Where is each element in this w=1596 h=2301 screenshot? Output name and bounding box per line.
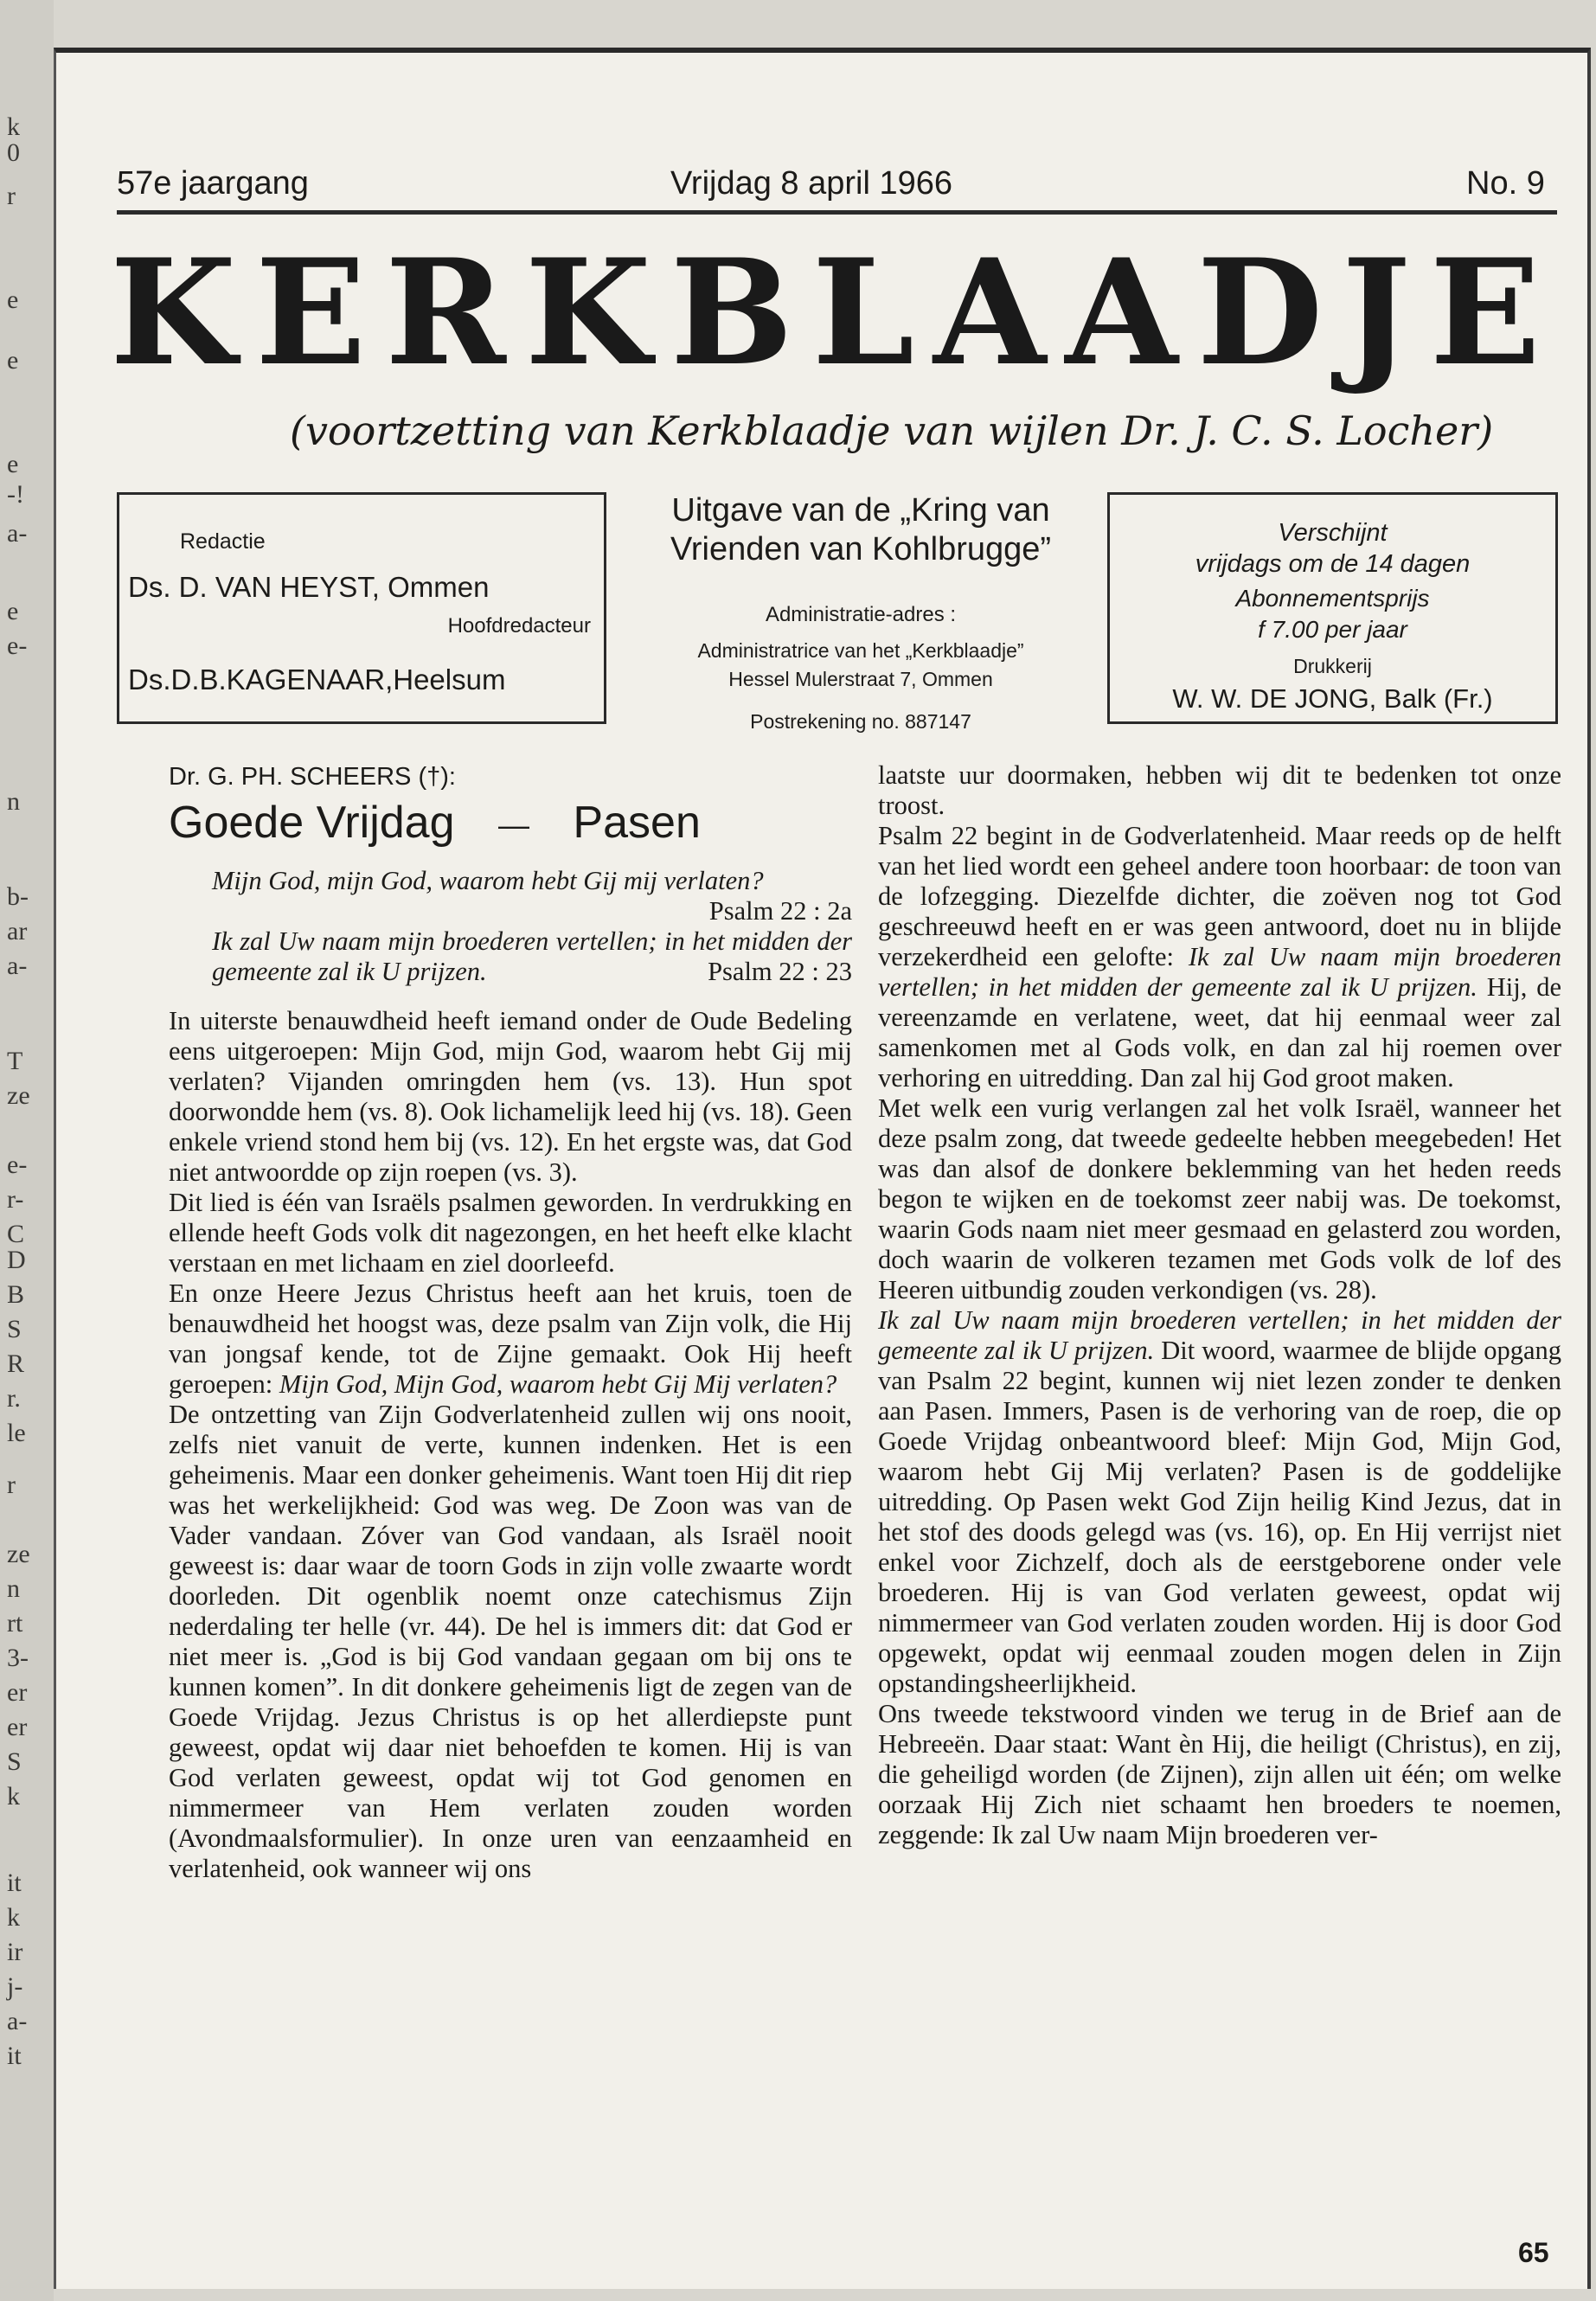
appears-label: Verschijnt	[1278, 519, 1388, 547]
margin-fragment: S	[7, 1747, 22, 1776]
margin-fragment: ir	[7, 1938, 23, 1966]
margin-fragment: e-	[7, 1150, 28, 1179]
quote-2-ref: Psalm 22 : 23	[708, 957, 852, 987]
margin-fragment: T	[7, 1047, 23, 1075]
margin-fragment: k	[7, 1782, 20, 1811]
margin-fragment: j-	[7, 1972, 23, 2001]
redactie-label: Redactie	[180, 529, 266, 554]
issue-number: No. 9	[1466, 165, 1545, 202]
margin-fragment: it	[7, 1868, 22, 1897]
margin-fragment: r	[7, 1471, 16, 1499]
title-part-2: Pasen	[573, 798, 701, 848]
margin-fragment: ar	[7, 917, 28, 945]
epigraph	[169, 866, 852, 987]
title-part-1: Goede Vrijdag	[169, 798, 455, 848]
issue-date: Vrijdag 8 april 1966	[670, 165, 953, 202]
editor-1-role: Hoofdredacteur	[447, 614, 591, 638]
newspaper-page	[54, 48, 1591, 2289]
margin-fragment: e	[7, 450, 19, 478]
margin-fragment: e	[7, 597, 19, 625]
margin-fragment: k	[7, 112, 20, 141]
margin-fragment: ze	[7, 1540, 30, 1568]
publisher-line-2: Vrienden van Kohlbrugge”	[670, 531, 1052, 567]
publisher-block	[623, 492, 1099, 739]
quote-1-text: Mijn God, mijn God, waarom hebt Gij mij verlaten?	[212, 866, 764, 896]
adjacent-page-margin	[0, 0, 54, 2301]
subscription-price: f 7.00 per jaar	[1258, 616, 1407, 643]
editor-1: Ds. D. VAN HEYST, Ommen	[128, 571, 490, 603]
margin-fragment: D	[7, 1246, 26, 1274]
margin-fragment: a-	[7, 2007, 28, 2035]
admin-label: Administratie-adres :	[765, 603, 957, 626]
appears-frequency: vrijdags om de 14 dagen	[1195, 550, 1471, 578]
margin-fragment: er	[7, 1678, 28, 1707]
margin-fragment: 0	[7, 138, 20, 167]
page-number: 65	[1518, 2237, 1549, 2268]
paragraph-quote: Ik zal Uw naam mijn broederen vertellen; in het midden der gemeente zal ik U prijzen.	[878, 1305, 1561, 1365]
paragraph	[169, 1279, 852, 1400]
paragraph-text: Psalm 22 begint in de Godverlatenheid. Maar reeds op de helft van het lied wordt een geheel andere toon hoorbaar: de toon van de lofzegging. Diezelfde dichter, die zoëven nog tot God geschreeuwd heeft en er was geen antwoord, doet nu in blijde verzekerdheid een gelofte:	[878, 821, 1561, 971]
subscription-label: Abonnementsprijs	[1235, 585, 1430, 612]
admin-line-1: Administratrice van het „Kerkblaadje”	[697, 639, 1024, 662]
margin-fragment: B	[7, 1280, 25, 1309]
masthead-title: KERKBLAADJE	[110, 227, 1560, 398]
paragraph-quote: Ik zal Uw naam mijn broederen vertellen; in het midden der gemeente zal ik U prijzen.	[878, 942, 1562, 1002]
volume: 57e jaargang	[117, 165, 309, 202]
subscription-box	[1107, 492, 1558, 724]
margin-fragment: le	[7, 1419, 26, 1447]
header-rule	[117, 210, 1557, 215]
margin-fragment: r-	[7, 1185, 24, 1214]
margin-fragment: e-	[7, 631, 28, 660]
article-column-right	[878, 760, 1561, 1850]
header-line	[117, 165, 1553, 217]
editor-2: Ds.D.B.KAGENAAR,Heelsum	[128, 663, 506, 695]
paragraph-quote: Mijn God, Mijn God, waarom hebt Gij Mij verlaten?	[279, 1369, 837, 1400]
margin-fragment: n	[7, 787, 20, 816]
publisher-line-1: Uitgave van de „Kring van	[671, 492, 1050, 529]
margin-fragment: e	[7, 285, 19, 314]
epigraph-quote-2	[212, 926, 852, 987]
quote-2-text: Ik zal Uw naam mijn broederen vertellen; in het midden der gemeente zal ik U prijzen.	[212, 926, 852, 987]
margin-fragment: a-	[7, 519, 28, 548]
margin-fragment: a-	[7, 952, 28, 980]
margin-fragment: e	[7, 346, 19, 375]
paragraph-text: Hij, de vereenzamde en verlatene, weet, dat hij eenmaal weer zal samenkomen met al Gods volk, en dan zal hij roemen over verhoring en uitredding. Dan zal hij God groot maken.	[878, 972, 1561, 1093]
margin-fragment: S	[7, 1315, 22, 1343]
postrekening: Postrekening no. 887147	[750, 710, 971, 733]
printer-label: Drukkerij	[1293, 655, 1372, 677]
margin-fragment: r	[7, 182, 16, 210]
title-dash: —	[497, 807, 529, 843]
margin-fragment: -!	[7, 480, 24, 509]
epigraph-quote-1	[212, 866, 852, 926]
paragraph	[878, 821, 1561, 1093]
printer-name: W. W. DE JONG, Balk (Fr.)	[1172, 683, 1493, 714]
masthead-subtitle: (voortzetting van Kerkblaadje van wijlen Dr. J. C. S. Locher)	[290, 407, 1494, 454]
paragraph: In uiterste benauwdheid heeft iemand onder de Oude Bedeling eens uitgeroepen: Mijn God, mijn God, waarom hebt Gij mij verlaten? Vijanden omringden hem (vs. 13). Hun spot doorwondde hem (vs. 8). Ook lichamelijk leed hij (vs. 18). Geen enkele vriend stond hem bij (vs. 12). En het ergste was, dat God niet antwoordde op zijn roepen (vs. 3).	[169, 1006, 852, 1188]
margin-fragment: rt	[7, 1609, 23, 1638]
margin-fragment: ze	[7, 1081, 30, 1110]
margin-fragment: k	[7, 1903, 20, 1932]
margin-fragment: C	[7, 1220, 25, 1248]
article-column-left	[169, 762, 852, 1884]
admin-line-2: Hessel Mulerstraat 7, Ommen	[728, 668, 993, 690]
paragraph: laatste uur doormaken, hebben wij dit te bedenken tot onze troost.	[878, 760, 1561, 820]
margin-fragment: r.	[7, 1384, 21, 1413]
paragraph: Ons tweede tekstwoord vinden we terug in de Brief aan de Hebreeën. Daar staat: Want èn Hij, die heiligt (Christus), en zij, die geheiligd worden (de Zijnen), zijn allen uit één; om welke oorzaak Hij Zich niet schaamt hen broeders te noemen, zeggende: Ik zal Uw naam Mijn broederen ver-	[878, 1699, 1561, 1849]
margin-fragment: er	[7, 1713, 28, 1741]
paragraph: De ontzetting van Zijn Godverlatenheid zullen wij ons nooit, zelfs niet vanuit de verte, kunnen indenken. Het is een geheimenis. Maar een donker geheimenis. Want toen Hij dit riep was het werkelijkheid: God was weg. De Zoon was van de Vader vandaan. Zóver van God vandaan, als Israël nooit geweest is: daar waar de toorn Gods in zijn volle zwaarte wordt doorleden. Dit ogenblik noemt onze catechismus Zijn nederdaling ter helle (vr. 44). De hel is immers dit: dat God er niet meer is. „God is bij God vandaan gegaan om bij ons te kunnen komen”. In dit donkere geheimenis ligt de zegen van de Goede Vrijdag. Jezus Christus is op het allerdiepste punt geweest, opdat wij daar niet behoefden te komen. Hij is van God verlaten geweest, opdat wij tot God genomen en nimmermeer van Hem verlaten zouden worden (Avondmaalsformulier). In onze uren van eenzaamheid en verlatenheid, ook wanneer wij ons	[169, 1400, 852, 1884]
margin-fragment: n	[7, 1574, 20, 1603]
margin-fragment: R	[7, 1349, 25, 1378]
paragraph: Met welk een vurig verlangen zal het volk Israël, wanneer het deze psalm zong, dat tweede gedeelte hebben meegebeden! Het was dan alsof de donkere beklemming van het heden reeds begon te wijken en de toekomst zeer nabij was. De toekomst, waarin Gods naam niet meer gesmaad en gelasterd zou worden, doch waarin de volkeren tezamen met Gods volk de lof des Heeren uitbundig zouden verkondigen (vs. 28).	[878, 1093, 1561, 1304]
margin-fragment: it	[7, 2041, 22, 2070]
editorial-box	[117, 492, 606, 724]
quote-1-ref: Psalm 22 : 2a	[708, 896, 852, 926]
article-author: Dr. G. PH. SCHEERS (†):	[169, 763, 456, 791]
margin-fragment: 3-	[7, 1644, 29, 1672]
paragraph: Dit lied is één van Israëls psalmen geworden. In verdrukking en ellende heeft Gods volk dit nagezongen, en het heeft elke klacht verstaan en met lichaam en ziel doorleefd.	[169, 1188, 852, 1279]
paragraph-text: Dit woord, waarmee de blijde opgang van Psalm 22 begint, kunnen wij niet lezen zonder te denken aan Pasen. Immers, Pasen is de verhoring van de roep, die op Goede Vrijdag onbeantwoord bleef: Mijn God, Mijn God, waarom hebt Gij Mij verlaten? Pasen is de goddelijke uitredding. Op Pasen wekt God Zijn heilig Kind Jezus, dat in het stof des doods gelegd was (vs. 16), op. En Hij verrijst niet enkel voor Zichzelf, doch als de eerstgeborene onder vele broederen. Hij is van God verlaten geweest, opdat wij nimmermeer van God verlaten zouden worden. Hij is door God opgewekt, opdat wij eenmaal zouden mogen delen in Zijn opstandingsheerlijkheid.	[878, 1336, 1561, 1698]
paragraph	[878, 1305, 1561, 1699]
margin-fragment: b-	[7, 882, 29, 911]
article-title	[169, 796, 852, 852]
paragraph-text: En onze Heere Jezus Christus heeft aan het kruis, toen de benauwdheid het hoogst was, deze psalm van Zijn volk, die Hij van jongsaf kende, tot de Zijne gemaakt. Ook Hij heeft geroepen:	[169, 1279, 852, 1400]
